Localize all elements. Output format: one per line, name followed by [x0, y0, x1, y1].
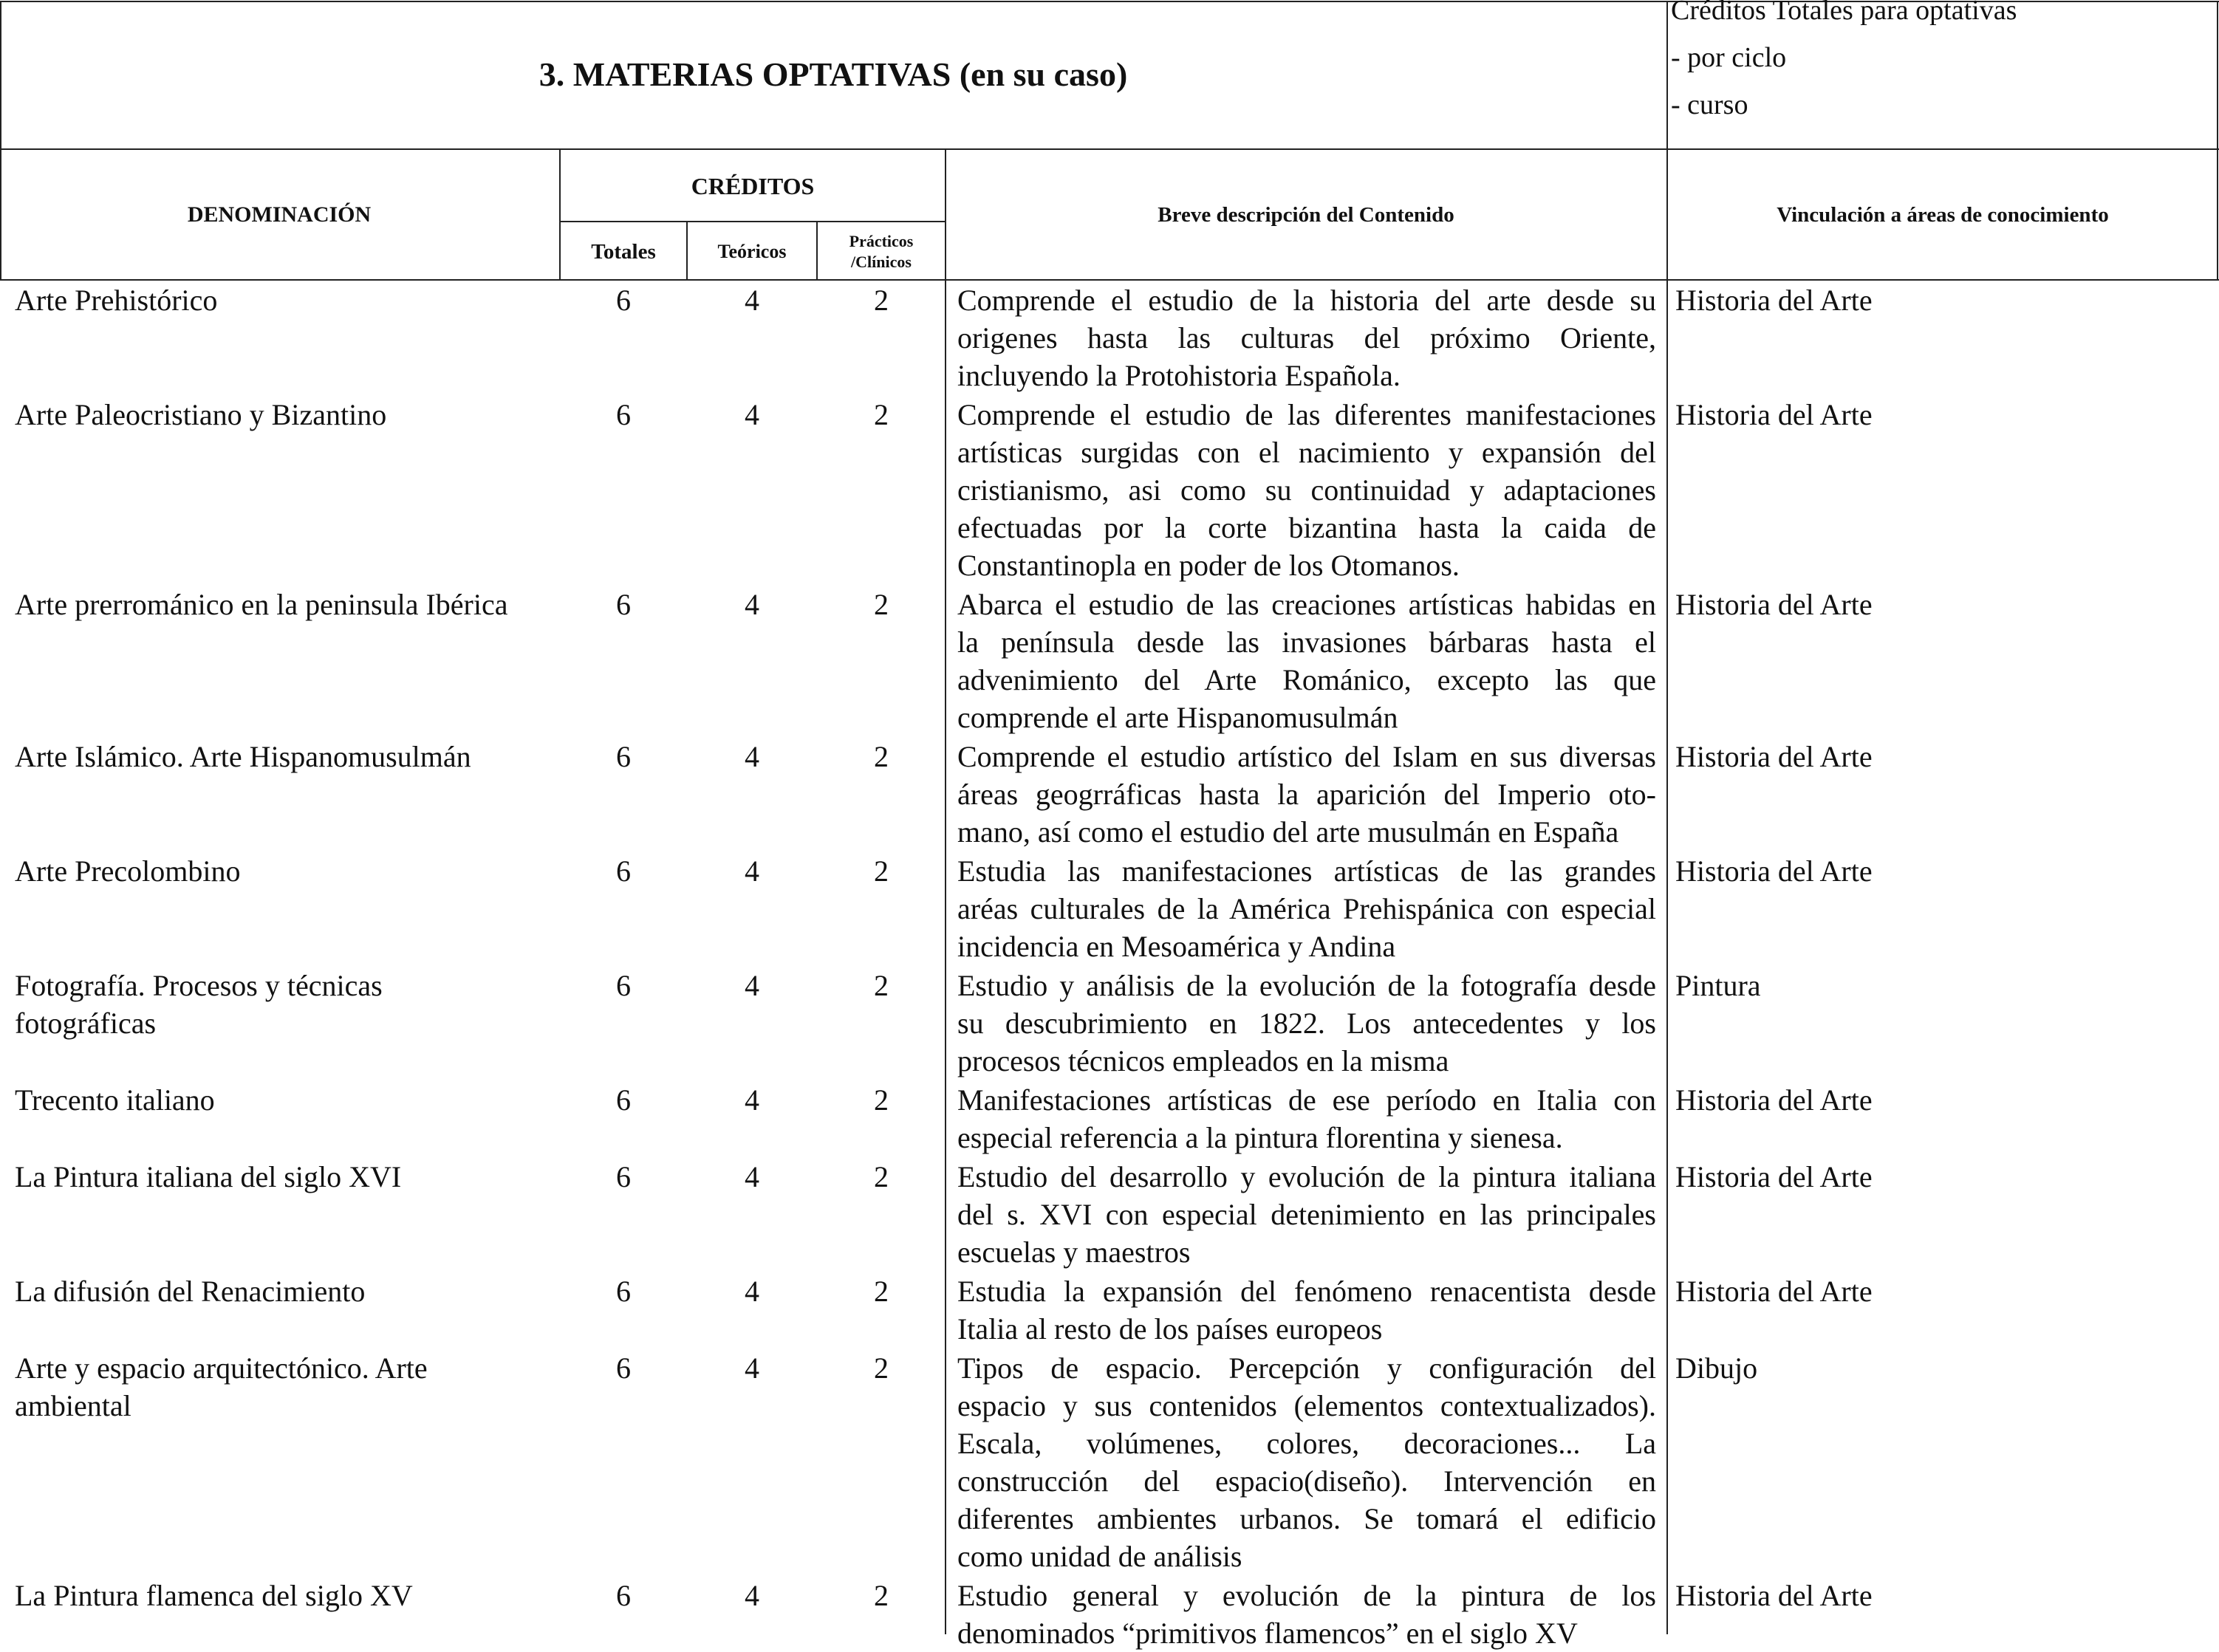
description-cell-line: incluyendo la Protohistoria Española.	[957, 359, 1401, 392]
credits-totales-cell: 6	[616, 854, 631, 888]
knowledge-area-cell: Dibujo	[1675, 1351, 1758, 1385]
subject-name-cell-line: Arte y espacio arquitectónico. Arte	[15, 1351, 428, 1385]
credits-teoricos-cell: 4	[745, 854, 759, 888]
knowledge-area-cell: Pintura	[1675, 969, 1761, 1002]
description-cell-line: Estudia las manifestaciones artísticas de las grandes	[957, 854, 1656, 888]
description-cell	[957, 852, 1656, 965]
credits-practicos-cell: 2	[874, 398, 889, 431]
description-cell-line: construcción del espacio(diseño). Intervención en	[957, 1464, 1656, 1498]
subject-name-cell	[15, 586, 554, 623]
description-cell-line: artísticas surgidas con el nacimiento y expansión del	[957, 436, 1656, 469]
description-cell-line: especial referencia a la pintura florentina y sienesa.	[957, 1121, 1563, 1154]
description-cell-line: incidencia en Mesoamérica y Andina	[957, 930, 1396, 963]
description-cell-line: áreas geogrráficas hasta la aparición del Imperio oto-	[957, 778, 1656, 811]
credits-totales-cell: 6	[616, 740, 631, 773]
description-cell	[957, 1081, 1656, 1156]
description-cell	[957, 396, 1656, 584]
column-header-vinculacion: Vinculación a áreas de conocimiento	[1777, 202, 2109, 227]
description-cell-line: Constantinopla en poder de los Otomanos.	[957, 549, 1460, 582]
description-cell-line: diferentes ambientes urbanos. Se tomará el edificio	[957, 1502, 1656, 1535]
description-cell-line: Comprende el estudio de la historia del arte desde su	[957, 284, 1656, 317]
credits-totales-cell: 6	[616, 588, 631, 621]
credits-teoricos-cell: 4	[745, 398, 759, 431]
credits-teoricos-cell: 4	[745, 1579, 759, 1612]
section-title-text: 3. MATERIAS OPTATIVAS (en su caso)	[538, 55, 1128, 93]
description-cell-line: efectuadas por la corte bizantina hasta la caida de	[957, 511, 1656, 544]
description-cell-line: espacio y sus contenidos (elementos contextualizados).	[957, 1389, 1656, 1422]
credits-practicos-cell: 2	[874, 1275, 889, 1308]
knowledge-area-cell: Historia del Arte	[1675, 1083, 1873, 1117]
credits-totales-cell: 6	[616, 284, 631, 317]
credits-practicos-cell: 2	[874, 1351, 889, 1385]
description-cell-line: denominados “primitivos flamencos” en el siglo XV	[957, 1617, 1578, 1650]
subject-name-cell	[15, 1272, 554, 1310]
subject-name-cell-line: Trecento italiano	[15, 1083, 215, 1117]
column-header-practicos-line2: /Clínicos	[851, 253, 912, 271]
description-cell-line: advenimiento del Arte Románico, excepto las que	[957, 663, 1656, 696]
credits-totales-cell: 6	[616, 1160, 631, 1193]
description-cell	[957, 1158, 1656, 1271]
subject-name-cell	[15, 1349, 554, 1425]
knowledge-area-cell: Historia del Arte	[1675, 588, 1873, 621]
credits-totales-cell: 6	[616, 1083, 631, 1117]
description-cell-line: Italia al resto de los países europeos	[957, 1312, 1383, 1346]
description-cell	[957, 586, 1656, 736]
credits-totales-cell: 6	[616, 1275, 631, 1308]
subject-name-cell-line: Fotografía. Procesos y técnicas	[15, 969, 383, 1002]
credits-teoricos-cell: 4	[745, 1083, 759, 1117]
description-cell	[957, 1349, 1656, 1575]
column-header-totales: Totales	[591, 239, 656, 264]
credits-teoricos-cell: 4	[745, 969, 759, 1002]
subject-name-cell	[15, 852, 554, 890]
subject-name-cell-line: Arte Paleocristiano y Bizantino	[15, 398, 387, 431]
description-cell-line: Estudio del desarrollo y evolución de la pintura italiana	[957, 1160, 1656, 1193]
description-cell-line: cristianismo, asi como su continuidad y adaptaciones	[957, 473, 1656, 507]
column-header-teoricos: Teóricos	[717, 241, 787, 262]
subject-name-cell-line: La Pintura italiana del siglo XVI	[15, 1160, 402, 1193]
credits-totales-cell: 6	[616, 1351, 631, 1385]
column-header-creditos: CRÉDITOS	[691, 172, 815, 199]
description-cell-line: como unidad de análisis	[957, 1540, 1242, 1573]
credits-practicos-cell: 2	[874, 1083, 889, 1117]
credits-teoricos-cell: 4	[745, 588, 759, 621]
column-header-denominacion: DENOMINACIÓN	[187, 202, 372, 227]
description-cell-line: la península desde las invasiones bárbaras hasta el	[957, 626, 1656, 659]
description-cell-line: Estudia la expansión del fenómeno renacentista desde	[957, 1275, 1656, 1308]
credits-totales-cell: 6	[616, 1579, 631, 1612]
section-title	[0, 0, 1666, 148]
subject-name-cell	[15, 281, 554, 319]
description-cell-line: Comprende el estudio artístico del Islam en sus diversas	[957, 740, 1656, 773]
credits-teoricos-cell: 4	[745, 284, 759, 317]
credits-practicos-cell: 2	[874, 740, 889, 773]
subject-name-cell	[15, 1577, 554, 1614]
description-cell-line: Estudio general y evolución de la pintura de los	[957, 1579, 1656, 1612]
description-cell-line: Estudio y análisis de la evolución de la fotografía desde	[957, 969, 1656, 1002]
credits-practicos-cell: 2	[874, 1160, 889, 1193]
column-header-descripcion: Breve descripción del Contenido	[1158, 202, 1454, 227]
description-cell-line: Abarca el estudio de las creaciones artísticas habidas en	[957, 588, 1656, 621]
subject-name-cell	[15, 738, 554, 775]
credits-totales-cell: 6	[616, 969, 631, 1002]
description-cell-line: comprende el arte Hispanomusulmán	[957, 701, 1398, 734]
credits-teoricos-cell: 4	[745, 1160, 759, 1193]
credits-practicos-cell: 2	[874, 588, 889, 621]
credits-teoricos-cell: 4	[745, 1351, 759, 1385]
description-cell-line: Escala, volúmenes, colores, decoraciones... La	[957, 1427, 1656, 1460]
credits-box-line: - curso	[1671, 89, 1748, 120]
description-cell-line: su descubrimiento en 1822. Los antecedentes y los	[957, 1007, 1656, 1040]
subject-name-cell-line: Arte Islámico. Arte Hispanomusulmán	[15, 740, 471, 773]
subject-name-cell-line: Arte Precolombino	[15, 854, 241, 888]
description-cell-line: escuelas y maestros	[957, 1235, 1191, 1269]
description-cell-line: Tipos de espacio. Percepción y configuración del	[957, 1351, 1656, 1385]
subject-name-cell	[15, 1081, 554, 1119]
column-header-practicos	[817, 223, 946, 281]
subject-name-cell-line: La Pintura flamenca del siglo XV	[15, 1579, 413, 1612]
description-cell	[957, 1272, 1656, 1348]
credits-practicos-cell: 2	[874, 969, 889, 1002]
description-cell-line: Comprende el estudio de las diferentes manifestaciones	[957, 398, 1656, 431]
credits-practicos-cell: 2	[874, 284, 889, 317]
credits-practicos-cell: 2	[874, 854, 889, 888]
knowledge-area-cell: Historia del Arte	[1675, 740, 1873, 773]
subject-name-cell-line: ambiental	[15, 1389, 131, 1422]
knowledge-area-cell: Historia del Arte	[1675, 398, 1873, 431]
subject-name-cell-line: La difusión del Renacimiento	[15, 1275, 366, 1308]
description-cell-line: Manifestaciones artísticas de ese período en Italia con	[957, 1083, 1656, 1117]
knowledge-area-cell: Historia del Arte	[1675, 1160, 1873, 1193]
credits-teoricos-cell: 4	[745, 740, 759, 773]
description-cell-line: origenes hasta las culturas del próximo Oriente,	[957, 321, 1656, 354]
column-header-practicos-line1: Prácticos	[849, 232, 914, 250]
subject-name-cell-line: Arte prerrománico en la peninsula Ibérica	[15, 588, 508, 621]
description-cell	[957, 967, 1656, 1080]
description-cell-line: aréas culturales de la América Prehispánica con especial	[957, 892, 1656, 925]
credits-totals-box	[1668, 0, 2215, 148]
subject-name-cell	[15, 967, 554, 1042]
knowledge-area-cell: Historia del Arte	[1675, 284, 1873, 317]
description-cell	[957, 738, 1656, 851]
credits-box-line: - por ciclo	[1671, 42, 1787, 73]
knowledge-area-cell: Historia del Arte	[1675, 854, 1873, 888]
description-cell	[957, 1577, 1656, 1652]
description-cell	[957, 281, 1656, 394]
subject-name-cell-line: fotográficas	[15, 1007, 157, 1040]
subject-name-cell-line: Arte Prehistórico	[15, 284, 218, 317]
description-cell-line: procesos técnicos empleados en la misma	[957, 1044, 1449, 1077]
credits-box-line: Créditos Totales para optativas	[1671, 0, 2017, 26]
credits-totales-cell: 6	[616, 398, 631, 431]
credits-practicos-cell: 2	[874, 1579, 889, 1612]
subject-name-cell	[15, 396, 554, 433]
knowledge-area-cell: Historia del Arte	[1675, 1275, 1873, 1308]
description-cell-line: del s. XVI con especial detenimiento en las principales	[957, 1198, 1656, 1231]
description-cell-line: mano, así como el estudio del arte musulmán en España	[957, 815, 1619, 849]
credits-teoricos-cell: 4	[745, 1275, 759, 1308]
subject-name-cell	[15, 1158, 554, 1196]
knowledge-area-cell: Historia del Arte	[1675, 1579, 1873, 1612]
